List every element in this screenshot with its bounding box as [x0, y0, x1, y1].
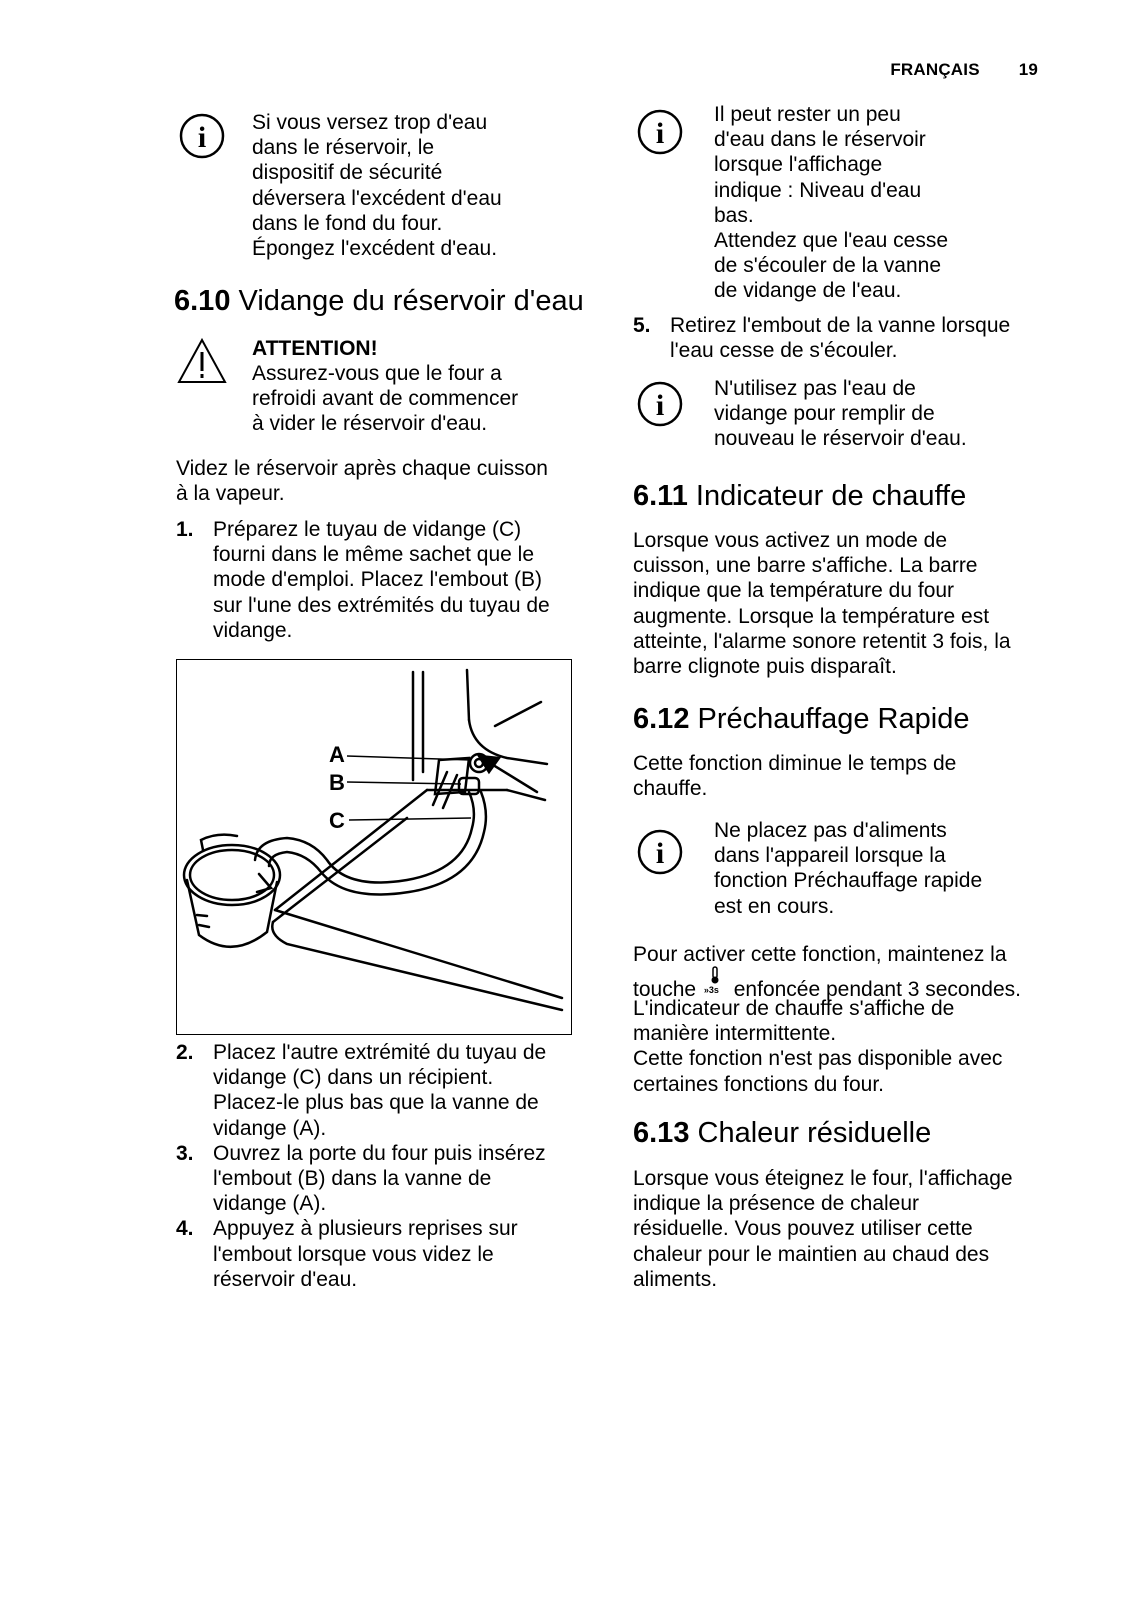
- info-icon: [636, 380, 684, 428]
- page-header: [890, 60, 1038, 80]
- page-number: 19: [1018, 60, 1038, 79]
- label-valve-a: A: [329, 742, 345, 767]
- paragraph-6-11: Lorsque vous activez un mode de cuisson, une barre s'affiche. La barre indique que la température du four augmente. Lorsque la température est atteinte, l'alarme sonore retentit 3 fois, la barre clignote puis disparaît.: [633, 529, 1011, 679]
- thermometer-3s-icon: [702, 970, 728, 998]
- step-number: 2.: [176, 1041, 194, 1064]
- step-text: Retirez l'embout de la vanne lorsque l'eau cesse de s'écouler.: [670, 314, 1011, 363]
- header-language: FRANÇAIS: [890, 60, 980, 79]
- section-number: 6.11: [633, 480, 688, 512]
- step-item: [176, 1040, 596, 1141]
- step-item: [633, 313, 1058, 363]
- info-note-reuse-water: [636, 376, 1056, 456]
- warning-triangle-icon: [176, 336, 228, 386]
- step-number: 5.: [633, 314, 651, 337]
- step-text: Préparez le tuyau de vidange (C) fourni dans le même sachet que le mode d'emploi. Placez l'embout (B) sur l'une des extrémités du tuyau de vidange.: [213, 518, 550, 642]
- section-heading-6-11: [633, 479, 966, 513]
- step-number: 1.: [176, 518, 194, 541]
- illustration-drawing: [177, 660, 571, 1034]
- section-number: 6.13: [633, 1117, 690, 1149]
- svg-text:i: i: [197, 121, 207, 154]
- warning-note: [176, 336, 596, 436]
- step-number: 3.: [176, 1141, 194, 1165]
- step-text: Appuyez à plusieurs reprises sur l'embout lorsque vous videz le réservoir d'eau.: [213, 1217, 518, 1291]
- info-note-residual-water: [636, 102, 1056, 308]
- info-icon: [636, 828, 684, 876]
- paragraph-6-12: Cette fonction diminue le temps de chauffe.: [633, 752, 957, 801]
- info-note-text: Si vous versez trop d'eau dans le réservoir, le dispositif de sécurité déversera l'excédent d'eau dans le fond du four. Épongez l'excédent d'eau.: [252, 111, 502, 261]
- svg-text:i: i: [655, 117, 665, 150]
- step-text: Placez l'autre extrémité du tuyau de vidange (C) dans un récipient. Placez-le plus bas que la vanne de vidange (A).: [213, 1041, 547, 1140]
- info-note-text: Ne placez pas d'aliments dans l'appareil lorsque la fonction Préchauffage rapide est en cours.: [714, 819, 983, 918]
- step-item: [176, 1141, 596, 1217]
- svg-text:i: i: [655, 389, 665, 422]
- touche-text: touche: [633, 978, 697, 1001]
- svg-text:i: i: [655, 837, 665, 870]
- info-icon: [178, 112, 226, 160]
- section-title: Vidange du réservoir d'eau: [238, 285, 584, 317]
- drain-intro: Videz le réservoir après chaque cuisson à la vapeur.: [176, 457, 548, 506]
- label-fitting-b: B: [329, 770, 345, 795]
- section-heading-6-12: [633, 702, 969, 736]
- section-number: 6.12: [633, 703, 690, 735]
- step-item: [176, 517, 596, 643]
- thermometer-3s-label: »3s: [703, 985, 719, 995]
- warning-title: ATTENTION!: [252, 337, 378, 360]
- step-number: 4.: [176, 1217, 194, 1241]
- section-heading-6-10: [174, 284, 584, 318]
- info-note-text: N'utilisez pas l'eau de vidange pour remplir de nouveau le réservoir d'eau.: [714, 377, 967, 451]
- info-note-overfill: [178, 110, 598, 270]
- section-heading-6-13: [633, 1116, 931, 1150]
- step-text: Ouvrez la porte du four puis insérez l'embout (B) dans la vanne de vidange (A).: [213, 1141, 546, 1216]
- enfoncee-text: enfoncée pendant 3 secondes.: [733, 978, 1021, 1001]
- paragraph-6-12b-rest: L'indicateur de chauffe s'affiche de manière intermittente. Cette fonction n'est pas disponible avec certaines fonctions du four.: [633, 997, 1003, 1096]
- section-title: Préchauffage Rapide: [697, 703, 970, 735]
- step-list-top: [176, 517, 596, 643]
- step-item: [176, 1216, 596, 1292]
- paragraph-6-12b-line1: Pour activer cette fonction, maintenez la: [633, 943, 1007, 966]
- info-note-text: Il peut rester un peu d'eau dans le réservoir lorsque l'affichage indique : Niveau d'eau bas. Attendez que l'eau cesse de s'écouler de la vanne de vidange de l'eau.: [714, 103, 949, 303]
- warning-text: Assurez-vous que le four a refroidi avant de commencer à vider le réservoir d'eau.: [252, 362, 519, 436]
- section-title: Chaleur résiduelle: [697, 1117, 932, 1149]
- info-note-preheat: [636, 818, 1056, 922]
- paragraph-6-13: Lorsque vous éteignez le four, l'affichage indique la présence de chaleur résiduelle. Vous pouvez utiliser cette chaleur pour le maintien au chaud des aliments.: [633, 1167, 1013, 1291]
- label-hose-c: C: [329, 808, 345, 833]
- info-icon: [636, 108, 684, 156]
- drain-hose-illustration: [176, 659, 572, 1035]
- step-list-bottom: [176, 1040, 596, 1292]
- section-number: 6.10: [174, 285, 231, 317]
- step-list-right: [633, 313, 1058, 363]
- section-title: Indicateur de chauffe: [695, 480, 967, 512]
